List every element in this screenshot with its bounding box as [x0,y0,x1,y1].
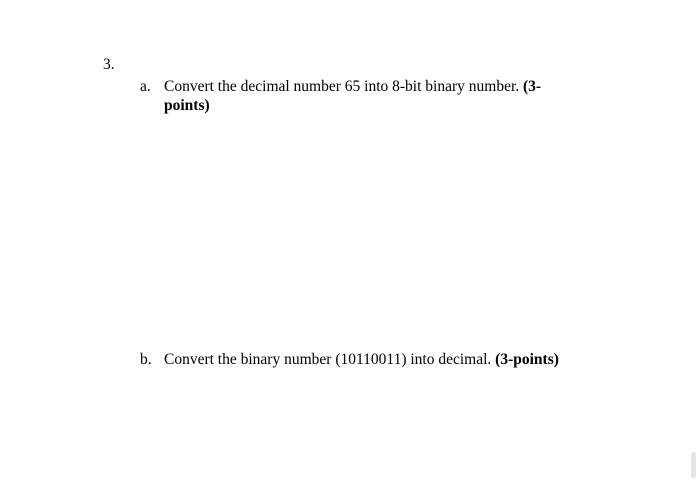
part-a-label: a. [140,78,151,95]
part-a-text-block [164,77,580,115]
part-b-points: (3-points) [495,351,559,368]
part-a-text: Convert the decimal number 65 into 8-bit binary number. [164,78,520,95]
question-part-a [140,77,580,115]
question-part-b [140,350,610,369]
part-a-points: (3-points) [164,78,542,114]
scrollbar-handle[interactable] [691,452,696,478]
part-b-text-block [164,350,610,369]
part-b-label: b. [140,351,152,368]
part-b-text: Convert the binary number (10110011) into decimal. [164,351,492,368]
question-number: 3. [103,56,115,73]
